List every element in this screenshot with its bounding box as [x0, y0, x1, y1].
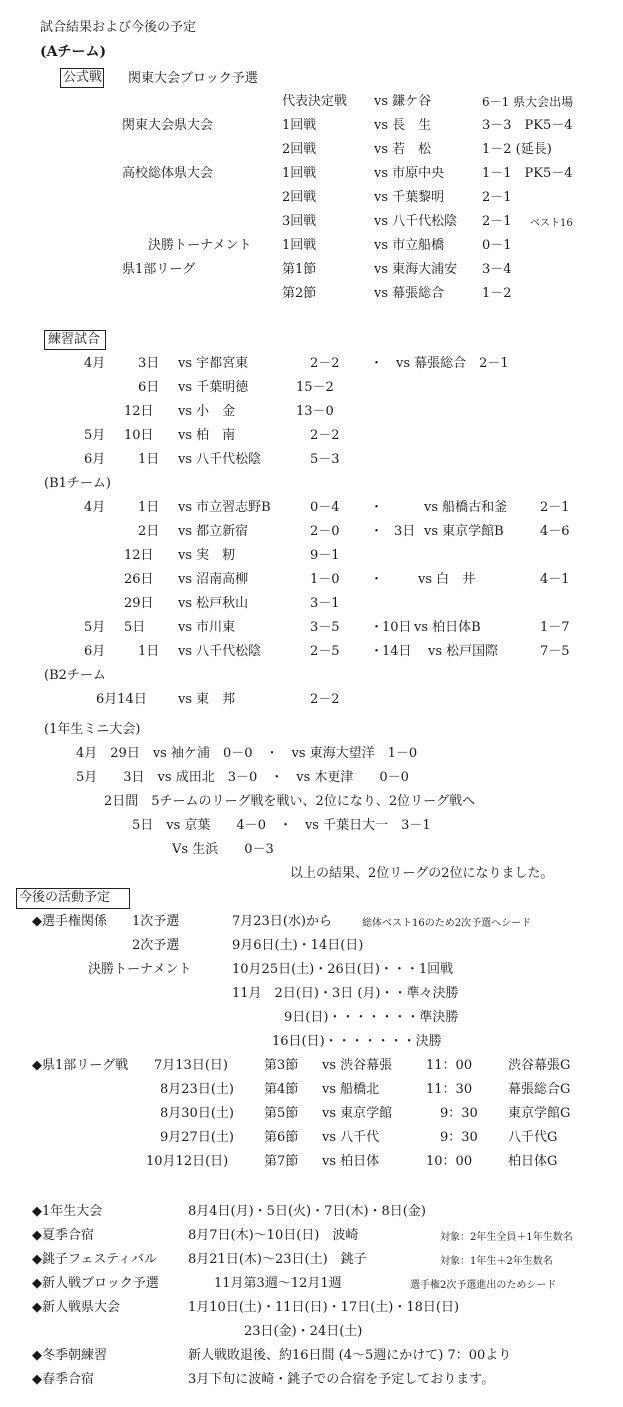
- opponent: vs 沼南高柳: [178, 572, 249, 587]
- result: 15－2: [296, 380, 334, 395]
- mini-result: 以上の結果、2位リーグの2位になりました。: [290, 866, 554, 881]
- opponent-2: vs 松戸国際: [428, 644, 499, 659]
- event-name: ◆新人戦県大会: [32, 1300, 120, 1315]
- result: 0－4: [310, 500, 340, 515]
- result: 0－1: [482, 238, 512, 253]
- mini-row: 4月 29日 vs 袖ケ浦 0－0 ・ vs 東海大望洋 1－0: [76, 746, 418, 761]
- team-a-heading: (Aチーム): [40, 44, 107, 60]
- tournament-name: 決勝トーナメント: [148, 238, 252, 253]
- opponent: vs 都立新宿: [178, 524, 249, 539]
- opponent-2: vs 柏日体B: [414, 620, 481, 635]
- opponent: vs 千葉明徳: [178, 380, 249, 395]
- opponent: vs 市川東: [178, 620, 236, 635]
- venue: 渋谷幕張G: [508, 1058, 571, 1073]
- result: 3－1: [310, 596, 340, 611]
- separator-dot: ・: [370, 524, 384, 539]
- round: 1回戦: [282, 118, 317, 133]
- stage-date: 9日(日)・・・・・・・準決勝: [284, 1010, 459, 1025]
- event-date: 23日(金)・24日(土): [244, 1324, 363, 1339]
- best16-note: ベスト16: [530, 218, 573, 229]
- opponent: vs 八千代松陰: [178, 644, 262, 659]
- event-date: 8月4日(月)・5日(火)・7日(木)・8日(金): [188, 1204, 426, 1219]
- opponent: vs 柏日体: [322, 1154, 380, 1169]
- time: 11：00: [426, 1058, 473, 1073]
- date: 9月27日(土): [160, 1130, 234, 1145]
- venue: 八千代G: [508, 1130, 558, 1145]
- result-2: 2－1: [540, 500, 570, 515]
- separator-dot: ・: [370, 500, 384, 515]
- result: 9－1: [310, 548, 340, 563]
- venue: 柏日体G: [508, 1154, 558, 1169]
- result: 1－0: [310, 572, 340, 587]
- event-note: 対象：1年生＋2年生数名: [440, 1256, 553, 1267]
- practice-label: 練習試合: [48, 332, 101, 347]
- date: 7月13日(日): [154, 1058, 228, 1073]
- section: 第7節: [264, 1154, 299, 1169]
- stage-date: 11月 2日(日)・3日 (月)・・準々決勝: [232, 986, 459, 1001]
- day: 10日: [124, 428, 154, 443]
- date: 8月30日(土): [160, 1106, 234, 1121]
- round: 2回戦: [282, 142, 317, 157]
- event-date: 1月10日(土)・11日(日)・17日(土)・18日(日): [188, 1300, 460, 1315]
- result-2: 7－5: [540, 644, 570, 659]
- event-name: ◆冬季朝練習: [32, 1348, 107, 1363]
- b2-heading: (B2チーム: [44, 668, 106, 683]
- result: 1－2 (延長): [482, 142, 552, 157]
- section-label: ◆県1部リーグ戦: [32, 1058, 129, 1073]
- result: 6－1 県大会出場: [482, 95, 574, 109]
- mini-row: 5月 3日 vs 成田北 3－0 ・ vs 木更津 0－0: [76, 770, 409, 785]
- event-date: 11月第3週～12月1週: [214, 1276, 342, 1291]
- result: 2－1: [482, 190, 512, 205]
- result: 2－5: [310, 644, 340, 659]
- opponent: vs 幕張総合: [374, 286, 445, 301]
- stage-name: 1次予選: [132, 914, 180, 929]
- opponent: vs 長 生: [374, 118, 432, 133]
- result: 2－1: [482, 214, 512, 229]
- opponent: vs 市立習志野B: [178, 500, 271, 515]
- stage-date: 7月23日(水)から: [232, 914, 332, 929]
- event-date: 3月下旬に波崎・銚子での合宿を予定しております。: [188, 1372, 495, 1387]
- opponent-2: vs 船橋古和釜: [424, 500, 508, 515]
- date: 10月12日(日): [146, 1154, 229, 1169]
- section: 第6節: [264, 1130, 299, 1145]
- round: 代表決定戦: [282, 94, 348, 109]
- official-label: 公式戦: [63, 70, 103, 85]
- day: 1日: [138, 500, 160, 515]
- round: 1回戦: [282, 238, 317, 253]
- day-2: 10日: [382, 620, 412, 635]
- page-title: 試合結果および今後の予定: [40, 20, 197, 35]
- opponent: vs 千葉黎明: [374, 190, 445, 205]
- day: 3日: [138, 356, 160, 371]
- stage-date: 16日(日)・・・・・・・決勝: [272, 1034, 442, 1049]
- opponent: vs 東京学館: [322, 1106, 393, 1121]
- month: 4月: [84, 500, 106, 515]
- opponent-2: vs 東京学館B: [424, 524, 504, 539]
- opponent: vs 実 籾: [178, 548, 236, 563]
- opponent: vs 宇都宮東: [178, 356, 249, 371]
- future-label: 今後の活動予定: [19, 890, 111, 905]
- separator-dot: ・: [370, 644, 384, 659]
- event-name: ◆夏季合宿: [32, 1228, 94, 1243]
- month: 6月: [84, 452, 106, 467]
- event-date: 8月21日(木)～23日(土) 銚子: [188, 1252, 367, 1267]
- tournament-name: 関東大会県大会: [122, 118, 214, 133]
- section: 第5節: [264, 1106, 299, 1121]
- round: 2回戦: [282, 190, 317, 205]
- section-label: ◆選手権関係: [32, 914, 107, 929]
- mini-row: 5日 vs 京葉 4－0 ・ vs 千葉日大一 3－1: [132, 818, 431, 833]
- month: 6月: [84, 644, 106, 659]
- date: 8月23日(土): [160, 1082, 234, 1097]
- separator-dot: ・: [370, 620, 384, 635]
- result: 3－4: [482, 262, 512, 277]
- result-2: 4－1: [540, 572, 570, 587]
- b2-opponent: vs 東 邦: [178, 692, 236, 707]
- stage-note: 総体ベスト16のため2次予選へシード: [362, 918, 532, 929]
- event-note: 選手権2次予選進出のためシード: [410, 1280, 557, 1291]
- result: 1－2: [482, 286, 512, 301]
- opponent: vs 八千代: [322, 1130, 380, 1145]
- result: 5－3: [310, 452, 340, 467]
- event-date: 新人戦敗退後、約16日間 (4～5週にかけて) 7：00より: [188, 1348, 512, 1363]
- opponent: vs 市立船橋: [374, 238, 445, 253]
- month: 5月: [84, 428, 106, 443]
- result-2: 4－6: [540, 524, 570, 539]
- mini-row: Vs 生浜 0－3: [172, 842, 274, 857]
- event-name: ◆新人戦ブロック予選: [32, 1276, 159, 1291]
- opponent: vs 東海大浦安: [374, 262, 458, 277]
- round: 1回戦: [282, 166, 317, 181]
- stage-name: 決勝トーナメント: [88, 962, 192, 977]
- day-2: 14日: [382, 644, 412, 659]
- extra-match: ・ vs 幕張総合 2－1: [370, 356, 509, 371]
- result: 2－0: [310, 524, 340, 539]
- day: 1日: [138, 452, 160, 467]
- result: 2－2: [310, 356, 340, 371]
- event-name: ◆銚子フェスティバル: [32, 1252, 158, 1267]
- stage-date: 9月6日(土)・14日(日): [232, 938, 364, 953]
- round: 第1節: [282, 262, 317, 277]
- stage-date: 10月25日(土)・26日(日)・・・1回戦: [232, 962, 454, 977]
- b2-date: 6月14日: [96, 692, 147, 707]
- event-name: ◆春季合宿: [32, 1372, 94, 1387]
- time: 9：30: [440, 1106, 478, 1121]
- opponent-2: vs 白 井: [418, 572, 476, 587]
- b1-heading: (B1チーム): [44, 476, 111, 491]
- event-name: ◆1年生大会: [32, 1204, 103, 1219]
- month: 4月: [84, 356, 106, 371]
- day: 6日: [138, 380, 160, 395]
- day-2: 3日: [394, 524, 416, 539]
- venue: 東京学館G: [508, 1106, 571, 1121]
- mini-row: 2日間 5チームのリーグ戦を戦い、2位になり、2位リーグ戦へ: [104, 794, 476, 809]
- round: 第2節: [282, 286, 317, 301]
- opponent: vs 松戸秋山: [178, 596, 249, 611]
- tournament-name: 高校総体県大会: [122, 166, 214, 181]
- result: 13－0: [296, 404, 334, 419]
- venue: 幕張総合G: [508, 1082, 571, 1097]
- event-note: 対象：2年生全員＋1年生数名: [440, 1232, 573, 1243]
- section: 第3節: [264, 1058, 299, 1073]
- day: 12日: [124, 404, 154, 419]
- opponent: vs 小 金: [178, 404, 236, 419]
- opponent: vs 船橋北: [322, 1082, 380, 1097]
- tournament-name: 県1部リーグ: [122, 262, 196, 277]
- opponent: vs 八千代松陰: [178, 452, 262, 467]
- day: 26日: [124, 572, 154, 587]
- b2-result: 2－2: [310, 692, 340, 707]
- result: 2－2: [310, 428, 340, 443]
- stage-name: 2次予選: [132, 938, 180, 953]
- section: 第4節: [264, 1082, 299, 1097]
- day: 1日: [138, 644, 160, 659]
- result: 1－1 PK5－4: [482, 166, 573, 181]
- event-date: 8月7日(木)～10日(日) 波崎: [188, 1228, 359, 1243]
- opponent: vs 柏 南: [178, 428, 236, 443]
- day: 12日: [124, 548, 154, 563]
- time: 11：30: [426, 1082, 473, 1097]
- time: 9：30: [440, 1130, 478, 1145]
- month: 5月: [84, 620, 106, 635]
- kanto-block-title: 関東大会ブロック予選: [128, 71, 258, 86]
- opponent: vs 渋谷幕張: [322, 1058, 393, 1073]
- round: 3回戦: [282, 214, 317, 229]
- day: 29日: [124, 596, 154, 611]
- result: 3－3 PK5－4: [482, 118, 573, 133]
- result: 3－5: [310, 620, 340, 635]
- mini-heading: (1年生ミニ大会): [44, 722, 141, 737]
- day: 2日: [138, 524, 160, 539]
- day: 5日: [124, 620, 146, 635]
- result-2: 1－7: [540, 620, 570, 635]
- separator-dot: ・: [370, 572, 384, 587]
- opponent: vs 若 松: [374, 142, 432, 157]
- opponent: vs 八千代松陰: [374, 214, 458, 229]
- opponent: vs 鎌ケ谷: [374, 94, 432, 109]
- opponent: vs 市原中央: [374, 166, 445, 181]
- time: 10：00: [426, 1154, 473, 1169]
